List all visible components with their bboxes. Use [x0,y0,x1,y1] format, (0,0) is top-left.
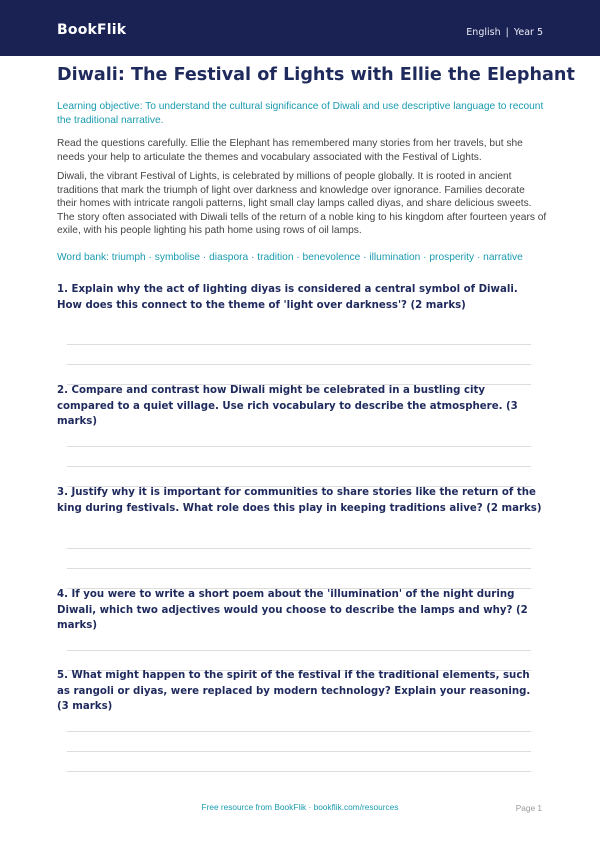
answer-line[interactable] [67,751,531,752]
question-3: 3. Justify why it is important for communities to share stories like the return of the king during festivals. What role does this play in keeping traditions alive? (2 marks) [57,487,542,514]
passage-paragraph: Diwali, the vibrant Festival of Lights, is celebrated by millions of people globally. It is rooted in ancient traditions that mark the triumph of light over darkness and knowledge over ignorance. Families decorate their homes with intricate rangoli patterns, light small clay lamps called diyas, and share delicious sweets. The story often associated with Diwali tells of the return of a noble king to his kingdom after fourteen years of exile, with his people lighting his path home using rows of oil lamps. [57,171,547,236]
page-number: Page 1 [515,803,542,813]
answer-line[interactable] [67,364,531,365]
page-header [0,0,600,56]
brand-logo: BookFlik [57,22,127,38]
answer-line[interactable] [67,548,531,549]
answer-line[interactable] [67,568,531,569]
learning-objective: Learning objective: To understand the cultural significance of Diwali and use descriptive language to recount the traditional narrative. [57,101,544,126]
answer-line[interactable] [67,344,531,345]
meta-separator: | [505,27,509,38]
header-meta [466,27,543,38]
answer-line[interactable] [67,466,531,467]
footer-credit: Free resource from BookFlik · bookflik.com/resources [201,802,399,812]
question-4: 4. If you were to write a short poem about the 'illumination' of the night during Diwali, which two adjectives would you choose to describe the lamps and why? (2 marks) [57,589,528,631]
answer-line[interactable] [67,731,531,732]
question-1: 1. Explain why the act of lighting diyas is considered a central symbol of Diwali. How does this connect to the theme of 'light over darkness'? (2 marks) [57,284,518,311]
subject-label: English [466,27,501,38]
page-title: Diwali: The Festival of Lights with Ellie the Elephant [57,65,575,85]
question-5: 5. What might happen to the spirit of the festival if the traditional elements, such as rangoli or diyas, were replaced by modern technology? Explain your reasoning. (3 marks) [57,670,531,712]
question-2: 2. Compare and contrast how Diwali might be celebrated in a bustling city compared to a quiet village. Use rich vocabulary to describe the atmosphere. (3 marks) [57,385,518,427]
year-label: Year 5 [513,27,543,38]
intro-paragraph: Read the questions carefully. Ellie the Elephant has remembered many stories from her travels, but she needs your help to articulate the themes and vocabulary associated with the Festival of Lights. [57,138,523,163]
answer-line[interactable] [67,771,531,772]
answer-line[interactable] [67,650,531,651]
answer-line[interactable] [67,446,531,447]
word-bank: Word bank: triumph · symbolise · diaspora · tradition · benevolence · illumination · prosperity · narrative [57,252,523,263]
